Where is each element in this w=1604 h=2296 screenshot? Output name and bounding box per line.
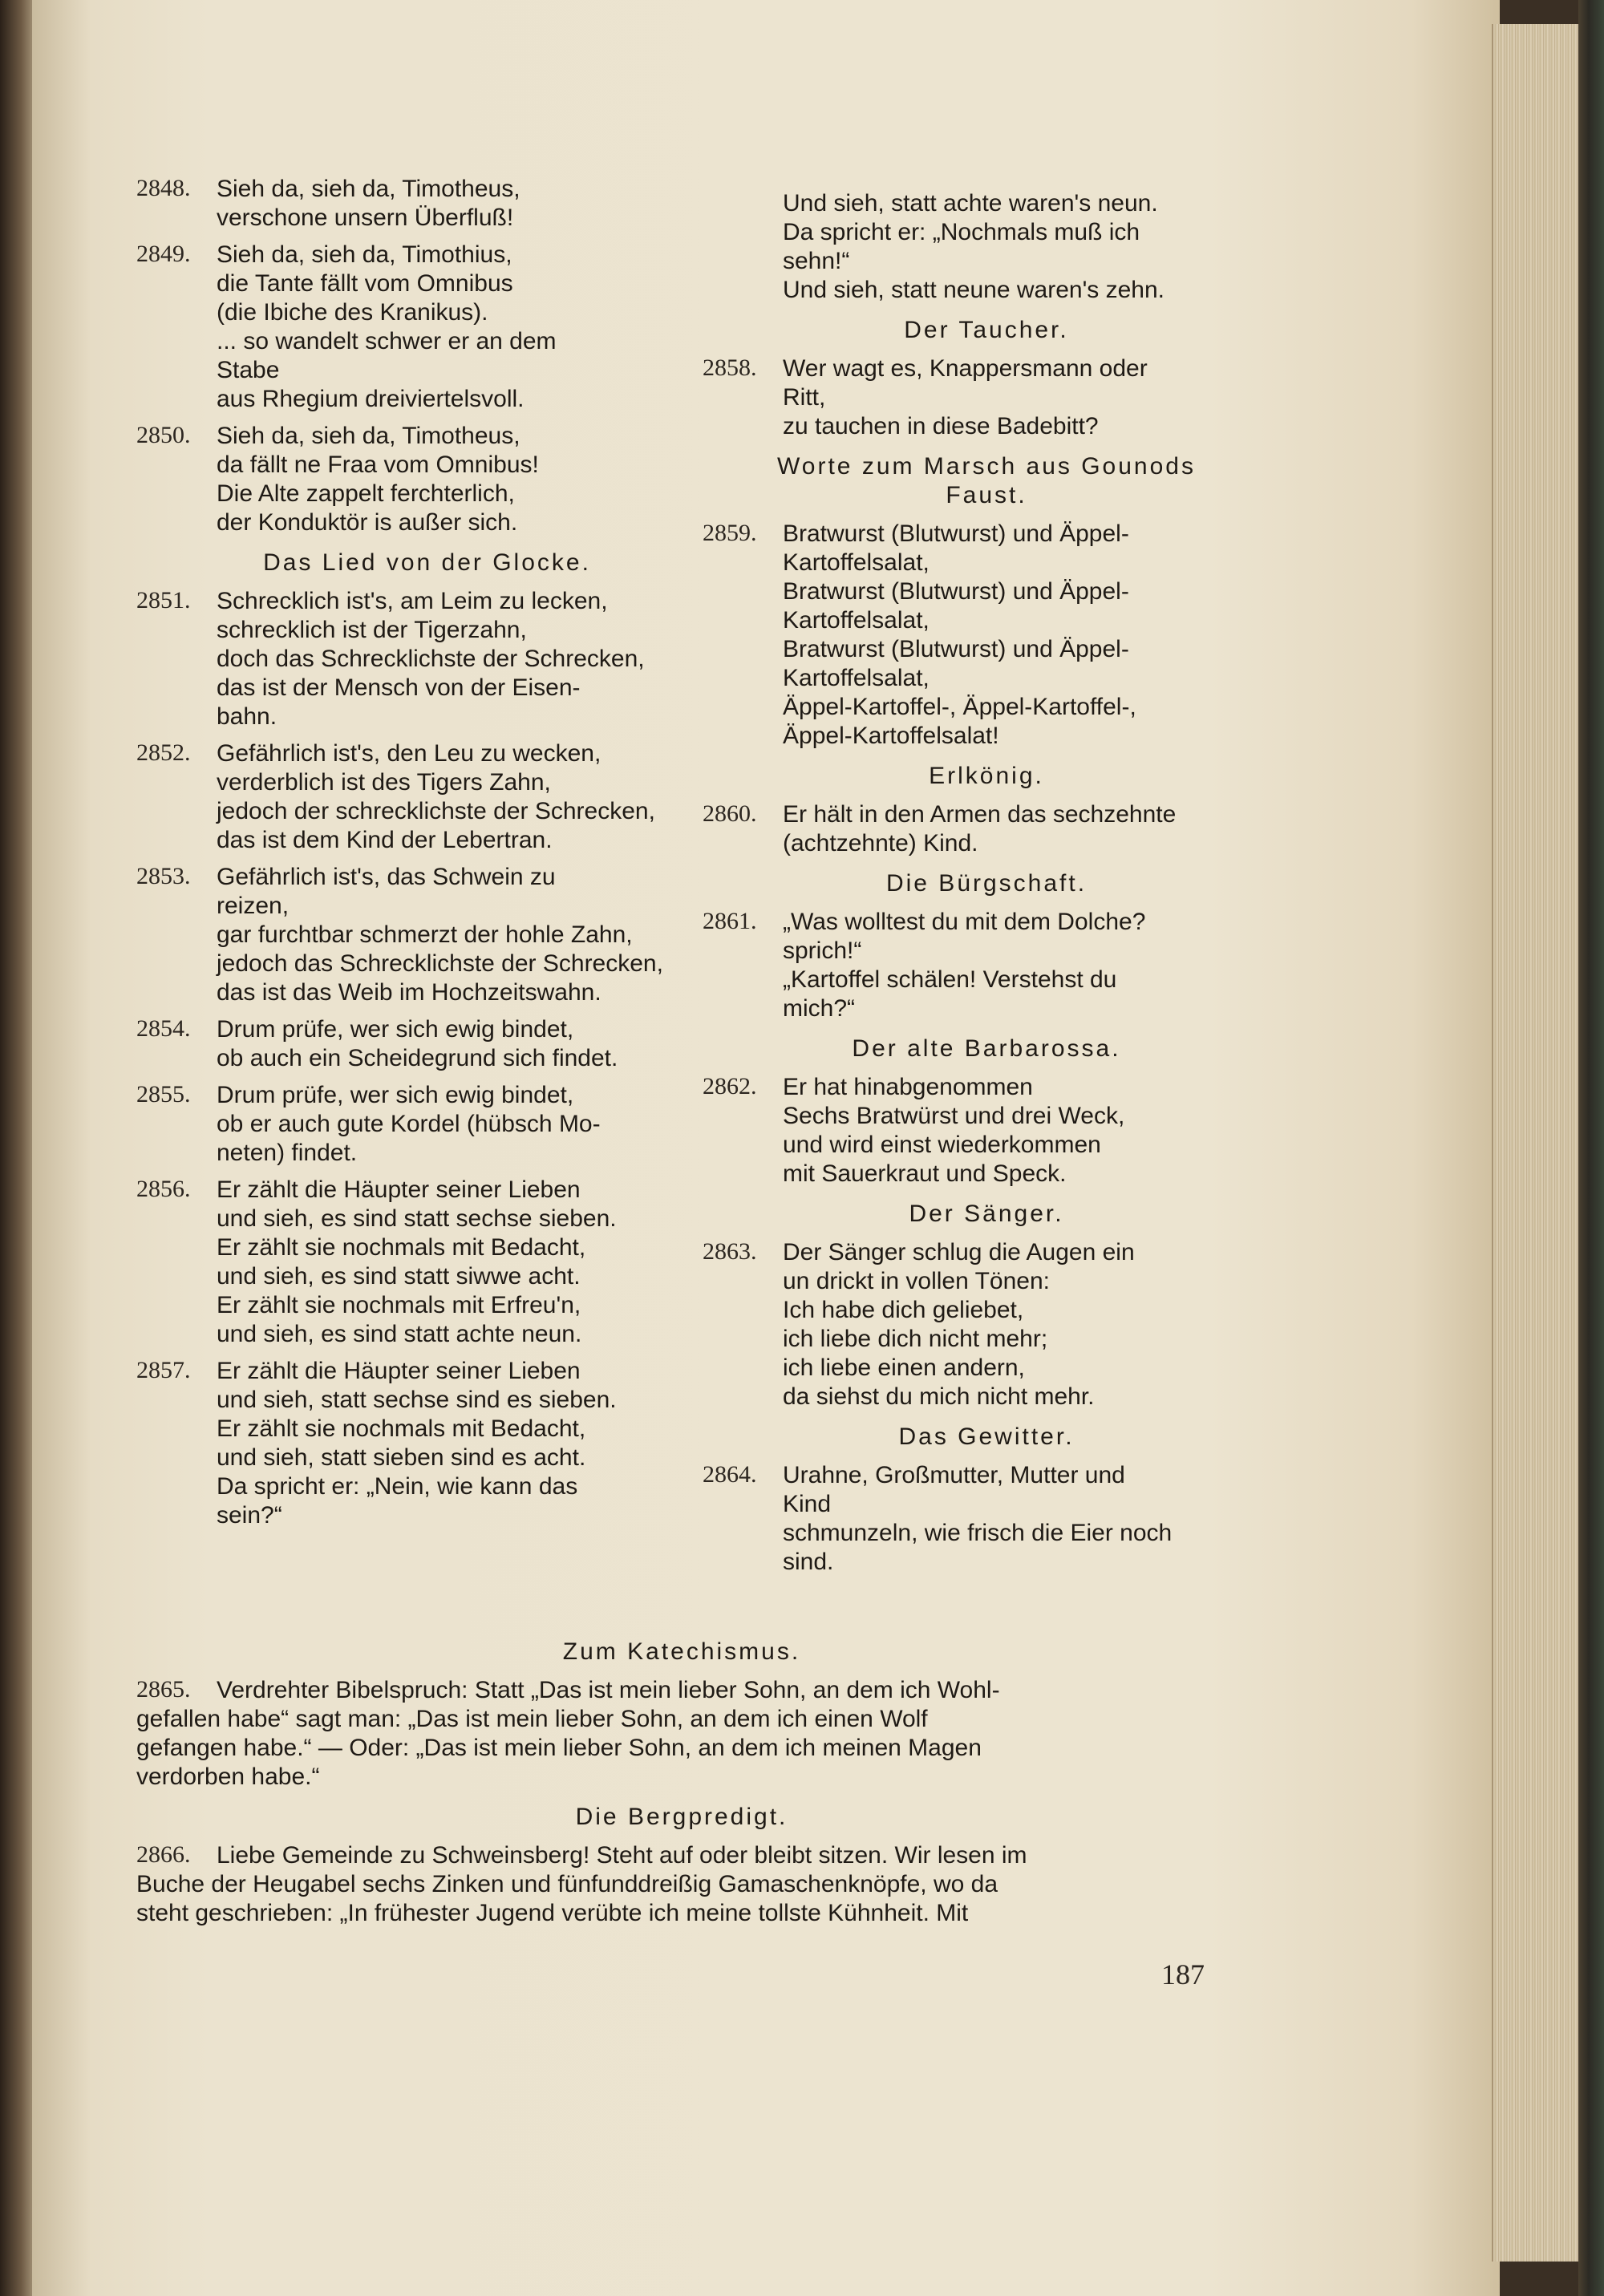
text-line: schmunzeln, wie frisch die Eier noch [783,1520,1173,1546]
left-column [136,175,670,1538]
text-line: Sieh da, sieh da, Timotheus, [217,176,520,202]
entry-number: 2863. [703,1238,757,1265]
section-heading: Der Taucher. [904,317,1069,343]
section-heading: Worte zum Marsch aus Gounods Faust. [777,453,1196,508]
verse-entry [136,241,670,414]
text-line: Er zählt die Häupter seiner Lieben [217,1176,581,1203]
text-line: Verdrehter Bibelspruch: Statt „Das ist mein lieber Sohn, an dem ich Wohl- [217,1677,1000,1703]
text-line: jedoch der schrecklichste der Schrecken, [217,798,655,824]
text-line: verderblich ist des Tigers Zahn, [217,769,551,796]
text-line: und sieh, statt sieben sind es acht. [217,1444,586,1471]
entry-number: 2864. [703,1461,757,1488]
text-line: „Was wolltest du mit dem Dolche? [783,909,1146,935]
text-line: die Tante fällt vom Omnibus [217,270,513,297]
text-line: reizen, [217,893,290,919]
entry-number: 2848. [136,175,191,201]
section-heading: Das Lied von der Glocke. [263,549,591,576]
text-line: Sechs Bratwürst und drei Weck, [783,1103,1125,1129]
text-line: verdorben habe.“ [136,1764,320,1790]
text-line: sprich!“ [783,937,862,964]
verse-entry [703,354,1238,441]
verse-entry [136,1357,670,1530]
text-line: und sieh, es sind statt sechse sieben. [217,1205,617,1232]
text-line: sind. [783,1549,834,1575]
verse-entry [136,739,670,855]
verse-entry [136,863,670,1007]
text-line: das ist das Weib im Hochzeitswahn. [217,979,602,1006]
text-line: Ich habe dich geliebet, [783,1297,1024,1323]
entry-number: 2855. [136,1081,191,1108]
text-line: Er zählt die Häupter seiner Lieben [217,1358,581,1384]
text-line: Er zählt sie nochmals mit Bedacht, [217,1234,586,1261]
text-line: Gefährlich ist's, den Leu zu wecken, [217,740,602,767]
text-line: Wer wagt es, Knappersmann oder [783,355,1148,382]
text-line: das ist der Mensch von der Eisen- [217,674,581,701]
text-line: Äppel-Kartoffel-, Äppel-Kartoffel-, [783,694,1136,720]
section-heading: Erlkönig. [929,763,1044,789]
text-line: Schrecklich ist's, am Leim zu lecken, [217,588,608,614]
verse-entry [136,422,670,537]
verse-entry [136,1015,670,1073]
text-line: das ist dem Kind der Lebertran. [217,827,553,853]
text-line: aus Rhegium dreiviertelsvoll. [217,386,525,412]
text-line: und sieh, statt sechse sind es sieben. [217,1387,617,1413]
text-line: verschone unsern Überfluß! [217,204,514,231]
verse-entry [136,1676,1227,1792]
entry-number: 2857. [136,1357,191,1383]
section-heading: Die Bergpredigt. [575,1804,788,1830]
entry-number: 2849. [136,241,191,267]
text-line: mit Sauerkraut und Speck. [783,1160,1067,1187]
text-line: Liebe Gemeinde zu Schweinsberg! Steht auf oder bleibt sitzen. Wir lesen im [217,1842,1027,1869]
text-line: Buche der Heugabel sechs Zinken und fünfunddreißig Gamaschenknöpfe, wo da [136,1871,998,1897]
verse-entry [703,1461,1238,1577]
text-line: Sieh da, sieh da, Timotheus, [217,423,520,449]
text-line: Und sieh, statt achte waren's neun. [783,190,1158,217]
text-line: der Konduktör is außer sich. [217,509,518,536]
text-line: bahn. [217,703,277,730]
text-line: da siehst du mich nicht mehr. [783,1383,1095,1410]
text-line: jedoch das Schrecklichste der Schrecken, [217,950,663,977]
text-line: Gefährlich ist's, das Schwein zu [217,864,556,890]
entry-number: 2853. [136,863,191,889]
entry-number: 2852. [136,739,191,766]
text-line: zu tauchen in diese Badebitt? [783,413,1099,439]
entry-number: 2858. [703,354,757,381]
text-line: Er zählt sie nochmals mit Erfreu'n, [217,1292,581,1318]
text-line: Er hält in den Armen das sechzehnte [783,801,1177,828]
verse-entry [703,520,1238,751]
text-line: sehn!“ [783,248,850,274]
verse-entry [136,1176,670,1349]
entry-number: 2851. [136,587,191,613]
section-heading: Zum Katechismus. [562,1638,801,1665]
text-line: Er hat hinabgenommen [783,1074,1033,1100]
entry-number: 2865. [136,1676,191,1703]
text-line: Er zählt sie nochmals mit Bedacht, [217,1415,586,1442]
entry-number: 2859. [703,520,757,546]
page-edges [1492,24,1582,2262]
text-line: ob er auch gute Kordel (hübsch Mo- [217,1111,601,1137]
verse-entry [703,908,1238,1023]
page-number: 187 [1161,1958,1205,1990]
text-line: und sieh, es sind statt achte neun. [217,1321,582,1347]
text-line: Und sieh, statt neune waren's zehn. [783,277,1165,303]
verse-entry [703,1073,1238,1188]
text-line: Bratwurst (Blutwurst) und Äppel- [783,578,1129,605]
text-line: sein?“ [217,1502,282,1529]
text-line: Bratwurst (Blutwurst) und Äppel- [783,636,1129,662]
text-line: un drickt in vollen Tönen: [783,1268,1050,1294]
text-line: „Kartoffel schälen! Verstehst du [783,966,1117,993]
text-line: steht geschrieben: „In frühester Jugend verübte ich meine tollste Kühnheit. Mit [136,1900,969,1926]
text-line: gefangen habe.“ — Oder: „Das ist mein lieber Sohn, an dem ich meinen Magen [136,1735,982,1761]
text-line: ich liebe dich nicht mehr; [783,1326,1048,1352]
entry-continuation [703,189,1238,305]
text-line: Kartoffelsalat, [783,665,930,691]
verse-entry [703,1238,1238,1411]
text-line: Der Sänger schlug die Augen ein [783,1239,1135,1265]
text-line: Äppel-Kartoffelsalat! [783,723,999,749]
text-line: Stabe [217,357,280,383]
verse-entry [703,800,1238,858]
text-line: Kind [783,1491,832,1517]
text-line: Kartoffelsalat, [783,607,930,634]
text-line: ich liebe einen andern, [783,1355,1025,1381]
verse-entry [136,587,670,731]
text-line: Da spricht er: „Nochmals muß ich [783,219,1140,245]
text-line: ... so wandelt schwer er an dem [217,328,557,354]
book-cover-right [1578,0,1604,2296]
section-heading: Der alte Barbarossa. [852,1035,1121,1062]
text-line: Drum prüfe, wer sich ewig bindet, [217,1016,574,1043]
text-line: (achtzehnte) Kind. [783,830,978,856]
text-line: Da spricht er: „Nein, wie kann das [217,1473,578,1500]
text-line: gar furchtbar schmerzt der hohle Zahn, [217,921,633,948]
text-line: schrecklich ist der Tigerzahn, [217,617,527,643]
text-line: Sieh da, sieh da, Timothius, [217,241,512,268]
section-heading: Das Gewitter. [898,1423,1075,1450]
entry-number: 2866. [136,1841,191,1868]
text-line: und sieh, es sind statt siwwe acht. [217,1263,581,1290]
text-line: Die Alte zappelt ferchterlich, [217,480,515,507]
entry-number: 2850. [136,422,191,448]
entry-number: 2854. [136,1015,191,1042]
text-line: Bratwurst (Blutwurst) und Äppel- [783,520,1129,547]
text-line: Ritt, [783,384,826,411]
text-line: mich?“ [783,995,856,1022]
verse-entry [136,175,670,233]
text-line: Drum prüfe, wer sich ewig bindet, [217,1082,574,1108]
verse-entry [136,1841,1227,1928]
text-line: Urahne, Großmutter, Mutter und [783,1462,1125,1488]
text-line: und wird einst wiederkommen [783,1132,1101,1158]
section-heading: Der Sänger. [909,1201,1064,1227]
text-line: (die Ibiche des Kranikus). [217,299,488,326]
bottom-full-width-block [136,1626,1227,1936]
entry-number: 2861. [703,908,757,934]
right-column [703,189,1238,1585]
section-heading: Die Bürgschaft. [885,870,1088,897]
text-line: doch das Schrecklichste der Schrecken, [217,646,645,672]
text-line: Kartoffelsalat, [783,549,930,576]
text-line: da fällt ne Fraa vom Omnibus! [217,452,539,478]
text-line: gefallen habe“ sagt man: „Das ist mein lieber Sohn, an dem ich einen Wolf [136,1706,928,1732]
entry-number: 2862. [703,1073,757,1099]
verse-entry [136,1081,670,1168]
entry-number: 2860. [703,800,757,827]
text-line: ob auch ein Scheidegrund sich findet. [217,1045,618,1071]
entry-number: 2856. [136,1176,191,1202]
text-line: neten) findet. [217,1140,358,1166]
